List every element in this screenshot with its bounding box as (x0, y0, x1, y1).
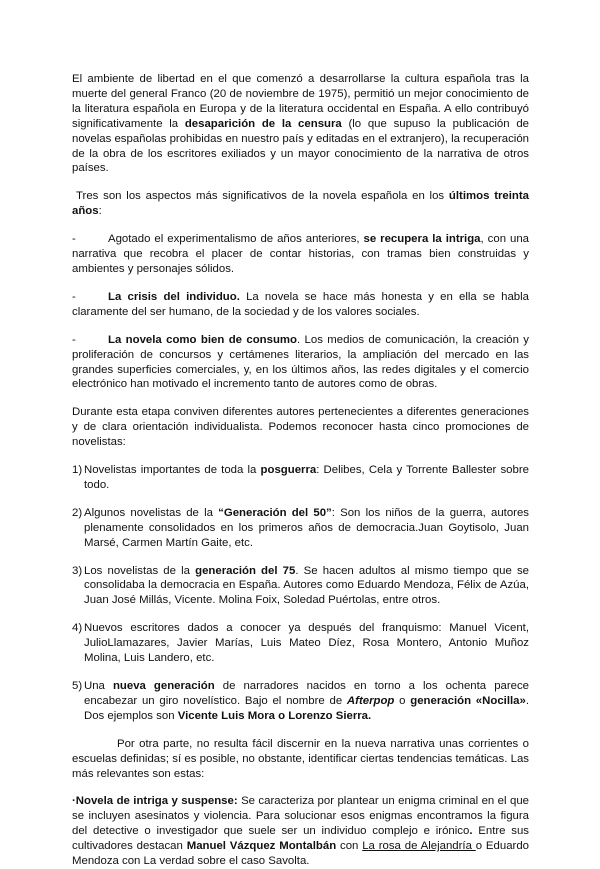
promotion-item (72, 679, 529, 724)
trend-bold-period: . (469, 825, 473, 838)
intro-text-1: El ambiente de libertad en el que comenzó a desarrollarse la cultura española tras la muerte del general Franco (20 de noviembre de 1975), permitió un mejor conocimiento de la literatura española en Europa y de la literatura occidental en España. A ello contribuyó significativamente la (72, 73, 529, 130)
aspect-item (72, 333, 529, 393)
promotion-text: Nuevos escritores dados a conocer ya después del franquismo: Manuel Vicent, JulioLlamazares, Javier Marías, Luis Mateo Díez, Rosa Montero, Antonio Muñoz Molina, Luis Landero, etc. (84, 622, 529, 665)
trend-text: Entre sus cultivadores destacan (72, 825, 529, 853)
promotion-text: Los novelistas de la (84, 564, 196, 577)
promotion-text: . Se hacen adultos al mismo tiempo que se consolidaba la democracia en España. Autores como Eduardo Mendoza, Félix de Azúa, Juan José Millás, Vicente. Molina Foix, Soledad Puértolas, entre otros. (84, 564, 529, 607)
promotion-bold: posguerra (260, 464, 317, 477)
aspect-text: Agotado el experimentalismo de años anteriores, (108, 233, 364, 246)
aspect-item (72, 290, 529, 320)
promotion-text: Algunos novelistas de la (84, 506, 219, 519)
aspect-dash: - (72, 333, 76, 346)
document-page (72, 72, 529, 869)
aspect-bold: La novela como bien de consumo (108, 333, 297, 346)
promotion-number: 4) (72, 622, 83, 635)
promotion-bold: Vicente Luis Mora o Lorenzo Sierra. (177, 709, 372, 722)
promotion-bold-italic: Afterpop (346, 694, 395, 707)
aspects-intro-bold: últimos treinta años (72, 190, 529, 218)
promotion-text: : Delibes, Cela y Torrente Ballester sobre todo. (84, 464, 529, 491)
aspect-text: . Los medios de comunicación, la creación y proliferación de concursos y certámenes literarios, la ampliación del mercado en las grandes superficies comerciales, y, en los últimos años, las redes digitales y el comercio electrónico han motivado el incremento tanto de autores como de obras. (72, 333, 530, 391)
promotion-text: o (394, 694, 411, 707)
promotion-bold: generación del 75 (195, 564, 296, 577)
promotion-item (72, 463, 529, 493)
promotion-item (72, 621, 529, 666)
aspects-intro-paragraph (72, 189, 529, 219)
generations-intro-paragraph: Durante esta etapa conviven diferentes autores pertenecientes a diferentes generaciones y de clara orientación individualista. Podemos reconocer hasta cinco promociones de novelistas: (72, 406, 529, 449)
promotion-number: 1) (72, 464, 83, 477)
intro-text-2: (lo que supuso la publicación de novelas españolas prohibidas en nuestro país y editadas en el extranjero), la recuperación de la obra de los escritores exiliados y un mayor conocimiento de la narrativa de otros países. (72, 117, 529, 175)
aspect-dash: - (72, 290, 76, 303)
promotion-text: : Son los niños de la guerra, autores plenamente consolidados en los primeros años de democracia.Juan Goytisolo, Juan Marsé, Carmen Martín Gaite, etc. (84, 506, 529, 549)
aspect-bold: La crisis del individuo. (108, 290, 240, 303)
trend-text: con (336, 840, 363, 853)
promotion-number: 3) (72, 564, 83, 577)
promotion-text: Novelistas importantes de toda la (84, 464, 261, 477)
promotion-number: 5) (72, 680, 83, 692)
aspect-text: La novela se hace más honesta y en ella se habla claramente del ser humano, de la sociedad y de los valores sociales. (72, 290, 529, 318)
aspect-text: , con una narrativa que recobra el placer de contar historias, con tramas bien construidas y ambientes y personajes sólidos. (72, 233, 529, 275)
trend-underlined-title: La rosa de Alejandría (362, 840, 476, 853)
promotion-text: . Dos ejemplos son (84, 694, 529, 722)
promotion-item (72, 506, 529, 551)
intro-paragraph (72, 72, 529, 176)
aspect-dash: - (72, 233, 76, 246)
aspects-intro-colon: : (98, 205, 102, 218)
promotion-bold: “Generación del 50” (218, 506, 332, 519)
aspect-bold: se recupera la intriga (363, 233, 481, 246)
trend-text: o Eduardo Mendoza con La verdad sobre el caso Savolta. (72, 840, 529, 868)
promotion-bold: nueva generación (112, 680, 215, 692)
trends-intro-paragraph: Por otra parte, no resulta fácil discernir en la nueva narrativa unas corrientes o escuelas definidas; sí es posible, no obstante, identificar ciertas tendencias temáticas. Las más relevantes son estas: (72, 737, 529, 780)
trend-text: Se caracteriza por plantear un enigma criminal en el que se incluyen asesinatos y violencia. Para solucionar esos enigmas encontramos la figura del detective o investigador que suele ser un individuo complejo e irónico (72, 795, 529, 838)
aspect-item (72, 232, 529, 277)
promotion-bold: generación «Nocilla» (410, 694, 526, 707)
trend-paragraph (72, 794, 529, 869)
promotion-number: 2) (72, 506, 83, 519)
aspects-intro-text: Tres son los aspectos más significativos de la novela española en los (76, 190, 449, 203)
trend-bold-author: Manuel Vázquez Montalbán (186, 840, 337, 853)
promotion-text: Una (84, 680, 113, 692)
promotion-item (72, 564, 529, 609)
trend-title: ·Novela de intriga y suspense: (72, 795, 238, 808)
promotion-text: de narradores nacidos en torno a los ochenta parece encabezar un giro novelístico. Bajo el nombre de (84, 680, 530, 707)
intro-bold-censura: desaparición de la censura (184, 117, 342, 130)
